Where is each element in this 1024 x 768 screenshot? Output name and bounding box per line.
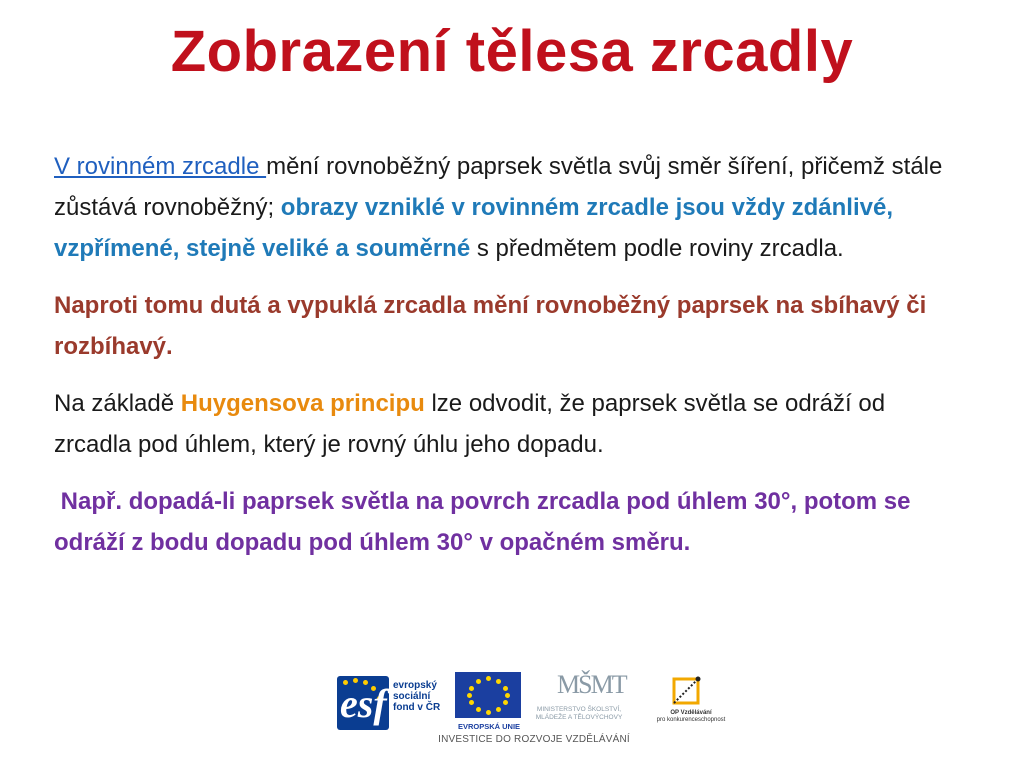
msmt-logo xyxy=(529,668,629,734)
investice-caption: INVESTICE DO ROZVOJE VZDĚLÁVÁNÍ xyxy=(438,734,630,745)
paragraph-example: Např. dopadá-li paprsek světla na povrch zrcadla pod úhlem 30°, potom se odráží z bodu dopadu pod úhlem 30° v opačném směru. xyxy=(54,488,918,556)
esf-mark-text: esf xyxy=(340,681,387,726)
paragraph-huygens xyxy=(54,383,964,465)
para3-text2: lze odvodit, že paprsek světla se odráží od zrcadla pod úhlem, který je rovný úhlu jeho dopadu. xyxy=(54,390,886,458)
esf-text-line2: sociální xyxy=(393,691,431,702)
para3-text1: Na základě xyxy=(54,390,181,417)
esf-logo xyxy=(333,670,443,734)
para1-text1: mění rovnoběžný paprsek světla svůj směr šíření, přičemž stále zůstává rovnoběžný; xyxy=(54,153,943,221)
op-caption-line1: OP Vzdělávání xyxy=(670,710,712,716)
eu-caption: EVROPSKÁ UNIE xyxy=(457,722,521,731)
plane-mirror-link[interactable]: V rovinném zrcadle xyxy=(54,153,267,180)
esf-mark-icon xyxy=(337,676,389,730)
paragraph-plane-mirror xyxy=(54,146,964,269)
msmt-caption xyxy=(529,706,629,722)
op-caption xyxy=(651,710,731,724)
esf-text xyxy=(393,680,440,713)
para1-bold-blue: obrazy vzniklé v rovinném zrcadle jsou vždy zdánlivé, vzpřímené, stejně veliké a souměrné xyxy=(54,194,894,262)
esf-text-line3: fond v ČR xyxy=(393,702,441,713)
footer-logos xyxy=(333,668,733,758)
op-logo xyxy=(651,674,731,736)
eu-flag-icon xyxy=(455,672,521,718)
paragraph-concave-convex: Naproti tomu dutá a vypuklá zrcadla mění rovnoběžný paprsek na sbíhavý či rozbíhavý. xyxy=(54,292,927,360)
para1-text2: s předmětem podle roviny zrcadla. xyxy=(470,235,844,262)
huygens-principle-highlight: Huygensova principu xyxy=(180,390,425,417)
op-caption-line2: pro konkurenceschopnost xyxy=(656,717,726,723)
msmt-caption-line2: MLÁDEŽE A TĚLOVÝCHOVY xyxy=(535,714,623,721)
slide-content xyxy=(54,146,964,579)
msmt-mark-icon: MŠMT xyxy=(557,670,626,699)
esf-text-line1: evropský xyxy=(393,680,437,691)
op-mark-icon xyxy=(669,674,703,708)
slide-title: Zobrazení tělesa zrcadly xyxy=(170,19,854,84)
msmt-caption-line1: MINISTERSTVO ŠKOLSTVÍ, xyxy=(536,706,622,713)
eu-logo xyxy=(455,672,523,734)
